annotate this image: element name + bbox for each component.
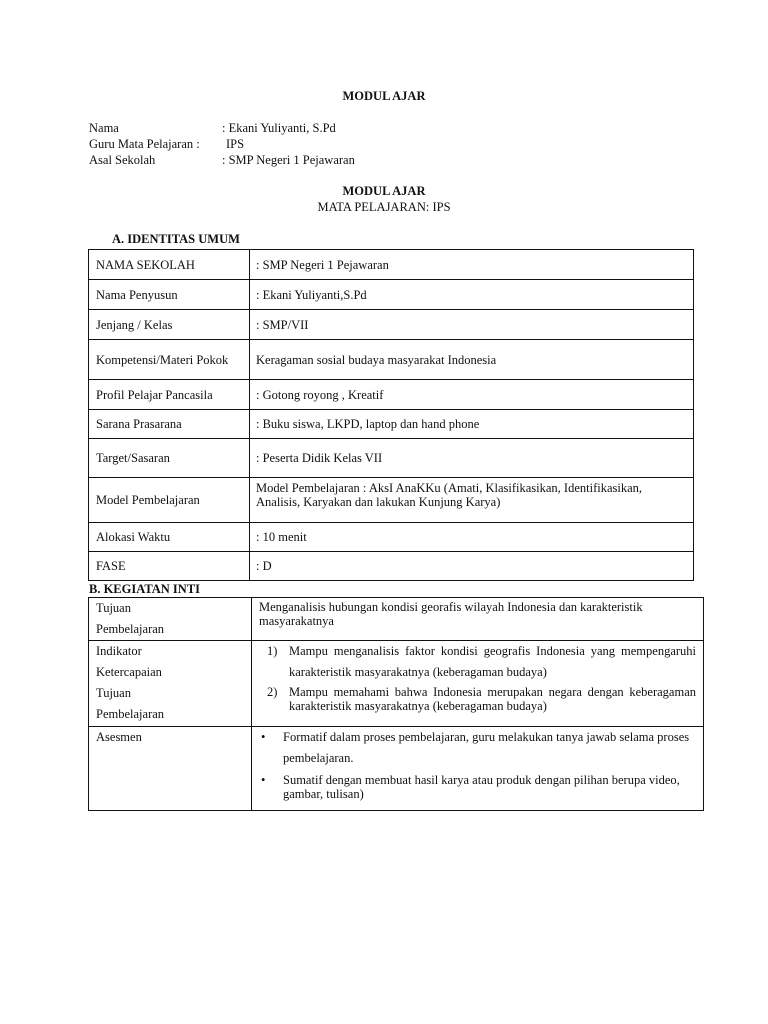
activity-table [88, 597, 704, 811]
row-value: : SMP/VII [250, 310, 694, 340]
row-label: FASE [89, 552, 250, 581]
row-label: Jenjang / Kelas [89, 310, 250, 340]
asesmen-label [89, 727, 252, 811]
table-row [89, 439, 694, 478]
table-row [89, 478, 694, 523]
bullet-icon: • [261, 773, 266, 787]
item-text: Mampu memahami bahwa Indonesia merupakan negara dengan keberagaman karakteristik masyarakatnya (keberagaman budaya) [289, 685, 696, 713]
asesmen-value [252, 727, 704, 811]
module-subtitle: MODUL AJAR [342, 184, 426, 198]
tujuan-value [252, 598, 704, 641]
table-row [89, 280, 694, 310]
item-number: 1) [267, 644, 278, 658]
identity-label: Nama [89, 121, 119, 135]
row-label: Nama Penyusun [89, 280, 250, 310]
table-row [89, 523, 694, 552]
row-label: Kompetensi/Materi Pokok [89, 340, 250, 380]
row-value: Model Pembelajaran : AksI AnaKKu (Amati, Klasifikasikan, Identifikasikan, Analisis, Karyakan dan lakukan Kunjung Karya) [250, 478, 694, 523]
row-value: : Peserta Didik Kelas VII [250, 439, 694, 478]
row-label: Alokasi Waktu [89, 523, 250, 552]
label-line: Pembelajaran [96, 622, 165, 636]
table-row [89, 250, 694, 280]
table-row [89, 727, 704, 811]
row-value: : 10 menit [250, 523, 694, 552]
row-label: Sarana Prasarana [89, 410, 250, 439]
item-text: Sumatif dengan membuat hasil karya atau produk dengan pilihan berupa video, gambar, tulisan) [283, 773, 680, 801]
tujuan-label [89, 598, 252, 641]
table-row [89, 598, 704, 641]
section-b-heading: B. KEGIATAN INTI [89, 582, 201, 596]
identity-label: Asal Sekolah [89, 153, 156, 167]
table-row [89, 310, 694, 340]
row-value: : Gotong royong , Kreatif [250, 380, 694, 410]
table-row [89, 380, 694, 410]
row-value: : SMP Negeri 1 Pejawaran [250, 250, 694, 280]
table-row [89, 552, 694, 581]
subject-subtitle: MATA PELAJARAN: IPS [317, 200, 451, 214]
bullet-icon: • [261, 730, 266, 744]
list-item [259, 685, 696, 713]
identity-value: IPS [226, 137, 245, 151]
indikator-value [252, 641, 704, 727]
item-text: Mampu menganalisis faktor kondisi geografis Indonesia yang mempengaruhi karakteristik masyarakatnya (keberagaman budaya) [289, 644, 696, 679]
item-text: Formatif dalam proses pembelajaran, guru melakukan tanya jawab selama proses pembelajaran. [283, 730, 690, 765]
table-row [89, 641, 704, 727]
row-value: : Buku siswa, LKPD, laptop dan hand phone [250, 410, 694, 439]
indikator-label [89, 641, 252, 727]
row-label: Model Pembelajaran [89, 478, 250, 523]
section-a-heading: A. IDENTITAS UMUM [112, 232, 240, 246]
item-number: 2) [267, 685, 278, 699]
label-line: Pembelajaran [96, 707, 165, 721]
list-item [259, 641, 696, 683]
identity-table [88, 249, 694, 581]
tujuan-text: Menganalisis hubungan kondisi georafis wilayah Indonesia dan karakteristik masyarakatnya [259, 600, 643, 628]
table-row [89, 410, 694, 439]
identity-value: : SMP Negeri 1 Pejawaran [222, 153, 355, 167]
label-line: Ketercapaian [96, 665, 162, 679]
row-value: : Ekani Yuliyanti,S.Pd [250, 280, 694, 310]
list-item [259, 727, 696, 769]
row-value: : D [250, 552, 694, 581]
identity-label: Guru Mata Pelajaran : [89, 137, 200, 151]
row-label: NAMA SEKOLAH [89, 250, 250, 280]
label-line: Tujuan [96, 601, 131, 615]
identity-value: : Ekani Yuliyanti, S.Pd [222, 121, 336, 135]
table-row [89, 340, 694, 380]
row-value: Keragaman sosial budaya masyarakat Indonesia [250, 340, 694, 380]
row-label: Target/Sasaran [89, 439, 250, 478]
row-label: Profil Pelajar Pancasila [89, 380, 250, 410]
label-line: Tujuan [96, 686, 131, 700]
list-item [259, 773, 696, 801]
label-line: Asesmen [96, 730, 142, 744]
document-title: MODUL AJAR [342, 89, 426, 103]
label-line: Indikator [96, 644, 142, 658]
